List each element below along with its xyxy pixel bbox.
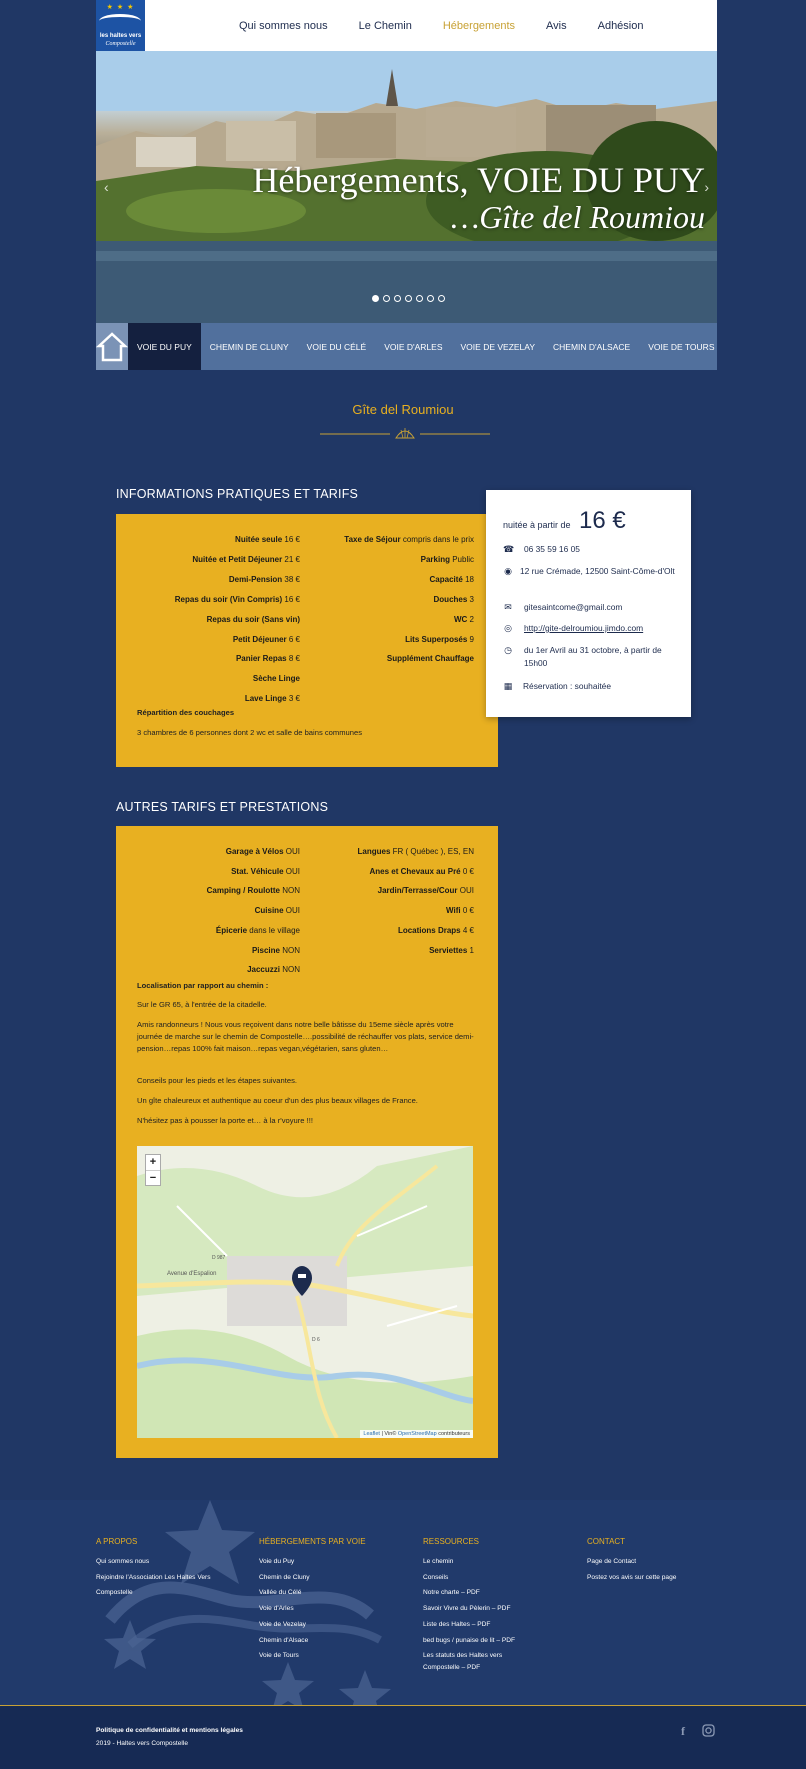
home-tab[interactable]	[96, 323, 128, 370]
footer-link[interactable]: bed bugs / punaise de lit – PDF	[423, 1636, 516, 1644]
logo-stars: ★ ★ ★	[106, 4, 135, 11]
tariff-value: NON	[282, 945, 300, 955]
tariff-value: 21 €	[284, 554, 300, 564]
tariff-value: OUI	[285, 906, 300, 916]
price-label: nuitée à partir de	[503, 520, 571, 530]
tariff-label: Jardin/Terrasse/Cour	[377, 886, 458, 896]
tariff-label: WC	[453, 614, 468, 624]
tab-voie-de-vezelay[interactable]: VOIE DE VEZELAY	[460, 341, 535, 352]
tariff-label: Anes et Chevaux au Pré	[369, 866, 461, 876]
footer-link[interactable]: Liste des Haltes – PDF	[423, 1620, 491, 1628]
osm-link[interactable]: OpenStreetMap	[397, 1431, 437, 1437]
footer-link[interactable]: Page de Contact	[587, 1558, 637, 1565]
location-map[interactable]	[137, 1146, 473, 1438]
hero-title: Hébergements, VOIE DU PUY	[252, 160, 705, 200]
phone-icon: ☎	[503, 544, 515, 554]
tariff-row	[405, 635, 474, 644]
slider-dot[interactable]	[405, 295, 412, 302]
autres-paragraph: Sur le GR 65, à l'entrée de la citadelle.	[137, 1000, 267, 1009]
tariff-label: Douches	[433, 594, 468, 604]
instagram-icon[interactable]	[702, 1724, 715, 1740]
tab-chemin-de-cluny[interactable]: CHEMIN DE CLUNY	[209, 341, 289, 352]
tariff-value: NON	[282, 886, 300, 896]
tariff-row	[398, 926, 474, 935]
tariff-row	[446, 906, 474, 915]
footer-heading: A PROPOS	[96, 1537, 138, 1546]
tariff-label: Supplément Chauffage	[386, 654, 474, 664]
tariff-label: Serviettes	[429, 945, 468, 955]
clock-icon: ◷	[504, 645, 512, 655]
site-footer	[0, 1500, 806, 1705]
footer-link[interactable]: Qui sommes nous	[96, 1558, 150, 1565]
tab-voie-de-tours[interactable]: VOIE DE TOURS	[648, 341, 715, 352]
dates-text: du 1er Avril au 31 octobre, à partir de 15h00	[524, 645, 662, 668]
email-link[interactable]: gitesaintcome@gmail.com	[524, 602, 623, 612]
svg-text:D 987: D 987	[212, 1255, 226, 1261]
price-value: 16 €	[579, 507, 626, 534]
tariff-label: Demi-Pension	[228, 574, 283, 584]
tariff-row	[226, 847, 300, 856]
tariff-label: Petit Déjeuner	[232, 634, 287, 644]
tariff-label: Épicerie	[215, 925, 248, 935]
tariff-value: dans le village	[249, 925, 300, 935]
tariff-row	[429, 946, 474, 955]
autres-paragraph: N'hésitez pas à pousser la porte et… à la r'voyure !!!	[137, 1116, 313, 1125]
tariff-value: 4 €	[462, 925, 474, 935]
website-link[interactable]: http://gite-delroumiou.jimdo.com	[524, 623, 644, 633]
footer-link[interactable]: Savoir Vivre du Pèlerin – PDF	[423, 1605, 511, 1613]
footer-col-apropos	[96, 1537, 236, 1601]
autres-box	[116, 826, 498, 1458]
slider-dot[interactable]	[416, 295, 423, 302]
info-heading: INFORMATIONS PRATIQUES ET TARIFS	[116, 487, 359, 501]
tariff-row	[255, 906, 300, 915]
tariff-label: Sèche Linge	[252, 674, 300, 684]
footer-link[interactable]: Voie de Tours	[259, 1652, 299, 1660]
tariff-row	[252, 946, 300, 955]
autres-paragraph: Amis randonneurs ! Nous vous reçoivent dans notre belle bâtisse du 15eme siècle après votre journée de marche sur le chemin de Compostelle….possibilité de réchauffer vos plats, service demi-pension…repas 100% fait maison…repas vegan,végétarien, sans gluten…	[137, 1020, 474, 1053]
slider-next-icon[interactable]: ›	[704, 179, 709, 195]
tariff-row	[430, 575, 475, 584]
site-logo[interactable]	[96, 0, 145, 51]
tariff-row	[175, 595, 300, 604]
logo-text-line2: Compostelle	[105, 41, 136, 47]
tariff-value: 18	[465, 574, 474, 584]
footer-bottom-bar	[0, 1705, 806, 1769]
tariff-label: Garage à Vélos	[225, 847, 284, 856]
slider-prev-icon[interactable]: ‹	[104, 179, 109, 195]
tariff-row	[235, 535, 300, 544]
footer-link[interactable]: Rejoindre l'Association Les Haltes Vers Compostelle	[96, 1573, 211, 1597]
tariff-value: OUI	[285, 866, 300, 876]
tariff-value: 3 €	[288, 694, 300, 704]
tariff-label: Piscine	[251, 945, 280, 955]
tariff-row	[247, 965, 300, 974]
leaflet-link[interactable]: Leaflet	[363, 1431, 380, 1437]
tariff-value: 0 €	[462, 906, 474, 916]
nav-qui-sommes-nous[interactable]: Qui sommes nous	[239, 19, 328, 32]
slider-dot[interactable]	[372, 295, 379, 302]
nav-hebergements[interactable]: Hébergements	[442, 19, 516, 32]
tariff-value: 16 €	[284, 594, 300, 604]
tab-voie-d-arles[interactable]: VOIE D'ARLES	[384, 341, 443, 352]
globe-icon: ◎	[504, 623, 512, 633]
tab-chemin-d-alsace[interactable]: CHEMIN D'ALSACE	[553, 341, 631, 352]
footer-link[interactable]: Voie du Puy	[259, 1558, 295, 1565]
tab-voie-du-puy[interactable]: VOIE DU PUY	[128, 323, 201, 370]
hero-subtitle: …Gîte del Roumiou	[450, 199, 705, 235]
map-tiles	[137, 1146, 473, 1438]
footer-col-hebergements	[259, 1537, 399, 1664]
facebook-icon[interactable]: f	[681, 1724, 685, 1738]
footer-link[interactable]: Chemin de Cluny	[259, 1573, 310, 1581]
tariff-row	[207, 615, 300, 624]
localisation-title: Localisation par rapport au chemin :	[137, 981, 269, 990]
tariff-label: Taxe de Séjour	[344, 535, 401, 544]
reservation-text: Réservation : souhaitée	[523, 681, 611, 691]
tariff-row	[378, 886, 474, 895]
tariff-value: FR ( Québec ), ES, EN	[392, 847, 474, 856]
tariff-row	[216, 926, 300, 935]
phone-text[interactable]: 06 35 59 16 05	[524, 544, 580, 554]
legal-link[interactable]: Politique de confidentialité et mentions légales	[96, 1727, 243, 1734]
footer-col-ressources	[423, 1537, 563, 1674]
tariff-value: Public	[452, 554, 474, 564]
tariff-row	[229, 575, 300, 584]
slider-dot[interactable]	[427, 295, 434, 302]
tariff-label: Panier Repas	[235, 654, 287, 664]
tariff-label: Parking	[420, 554, 450, 564]
tariff-value: 2	[469, 614, 474, 624]
svg-text:D 6: D 6	[312, 1337, 320, 1343]
envelope-icon: ✉	[504, 602, 512, 612]
map-attribution: Leaflet | Vin© OpenStreetMap contributeurs	[360, 1430, 473, 1438]
tariff-value: 16 €	[284, 535, 300, 544]
tariff-value: 1	[469, 945, 474, 955]
page-title: Gîte del Roumiou	[352, 402, 454, 417]
tariff-value: 0 €	[462, 866, 474, 876]
tariff-row	[207, 886, 300, 895]
footer-link[interactable]: Notre charte – PDF	[423, 1589, 480, 1597]
tariff-label: Repas du soir (Sans vin)	[206, 614, 300, 624]
slider-dots	[372, 295, 445, 302]
footer-link[interactable]: Chemin d'Alsace	[259, 1636, 309, 1644]
calendar-icon: ▦	[503, 681, 513, 691]
tariff-value: OUI	[459, 886, 474, 896]
autres-heading: AUTRES TARIFS ET PRESTATIONS	[116, 800, 329, 814]
autres-paragraph: Un gîte chaleureux et authentique au coeur d'un des plus beaux villages de France.	[137, 1096, 418, 1105]
slider-dot[interactable]	[394, 295, 401, 302]
tariff-value: compris dans le prix	[402, 535, 474, 544]
nav-avis[interactable]: Avis	[546, 19, 567, 32]
nav-adhesion[interactable]: Adhésion	[597, 19, 644, 32]
address-text: 12 rue Crémade, 12500 Saint-Côme-d'Olt	[520, 566, 675, 576]
tariff-label: Locations Draps	[397, 925, 461, 935]
tariff-row	[434, 595, 474, 604]
tariff-label: Lits Superposés	[405, 634, 468, 644]
svg-text:Avenue d'Espalion: Avenue d'Espalion	[167, 1271, 217, 1277]
tariff-row	[369, 867, 474, 876]
price-contact-card	[486, 490, 691, 717]
tariff-value: NON	[282, 965, 300, 975]
info-box	[116, 514, 498, 767]
tariff-value: 8 €	[288, 654, 300, 664]
tariff-label: Lave Linge	[244, 694, 287, 704]
tariff-label: Wifi	[446, 906, 461, 916]
repartition-title: Répartition des couchages	[137, 708, 235, 717]
location-pin-icon: ◉	[504, 566, 512, 576]
tariff-row	[233, 635, 300, 644]
tariff-row	[236, 654, 300, 663]
repartition-text: 3 chambres de 6 personnes dont 2 wc et salle de bains communes	[137, 728, 362, 737]
tariff-label: Langues	[357, 847, 391, 856]
footer-link[interactable]: Les statuts des Haltes vers Compostelle – PDF	[423, 1652, 503, 1672]
footer-col-contact	[587, 1537, 727, 1585]
tariff-label: Camping / Roulotte	[206, 886, 280, 896]
voie-tabs	[96, 323, 717, 370]
footer-link[interactable]: Le chemin	[423, 1558, 454, 1565]
tariff-row	[358, 847, 475, 856]
logo-shell-graphic	[99, 14, 141, 28]
zoom-out-button[interactable]: −	[149, 1172, 157, 1184]
footer-stars-decoration	[0, 1500, 806, 1705]
logo-text-line1: les haltes vers	[99, 33, 142, 39]
tariff-value: 3	[469, 594, 474, 604]
footer-link[interactable]: Voie de Vezelay	[259, 1620, 306, 1628]
tariff-value: 6 €	[288, 634, 300, 644]
home-icon	[96, 331, 128, 363]
tariff-label: Jaccuzzi	[247, 965, 280, 975]
footer-link[interactable]: Voie d'Arles	[259, 1605, 294, 1613]
tariff-value: 38 €	[284, 574, 300, 584]
tariff-label: Capacité	[429, 574, 463, 584]
zoom-in-button[interactable]: +	[146, 1155, 160, 1171]
tariff-label: Stat. Véhicule	[231, 866, 284, 876]
footer-link[interactable]: Conseils	[423, 1573, 449, 1581]
footer-link[interactable]: Postez vos avis sur cette page	[587, 1573, 677, 1581]
tariff-value: OUI	[285, 847, 300, 856]
shell-divider	[320, 424, 490, 444]
tariff-row	[245, 694, 300, 703]
tab-voie-du-cele[interactable]: VOIE DU CÉLÉ	[306, 341, 367, 352]
tariff-value: 9	[469, 634, 474, 644]
tariff-row	[454, 615, 474, 624]
slider-dot[interactable]	[383, 295, 390, 302]
tariff-label: Nuitée et Petit Déjeuner	[192, 554, 283, 564]
tariff-row	[253, 674, 300, 683]
slider-dot[interactable]	[438, 295, 445, 302]
copyright-text: 2019 - Haltes vers Compostelle	[96, 1740, 188, 1747]
hero-slider	[96, 51, 717, 323]
main-nav	[239, 20, 674, 32]
map-zoom-control	[145, 1154, 161, 1186]
tariff-row	[192, 555, 300, 564]
tariff-label: Repas du soir (Vin Compris)	[174, 594, 283, 604]
footer-heading: RESSOURCES	[423, 1537, 480, 1546]
tariff-row	[344, 535, 474, 544]
tariff-row	[421, 555, 474, 564]
tariff-label: Cuisine	[254, 906, 284, 916]
tariff-row	[231, 867, 300, 876]
tariff-label: Nuitée seule	[235, 535, 283, 544]
nav-le-chemin[interactable]: Le Chemin	[358, 19, 412, 32]
footer-heading: CONTACT	[587, 1537, 626, 1546]
autres-paragraph: Conseils pour les pieds et les étapes suivantes.	[137, 1076, 297, 1085]
site-header	[96, 0, 717, 51]
tariff-row	[387, 654, 474, 663]
footer-heading: HÉBERGEMENTS PAR VOIE	[259, 1537, 366, 1546]
footer-link[interactable]: Vallée du Célé	[259, 1589, 302, 1597]
